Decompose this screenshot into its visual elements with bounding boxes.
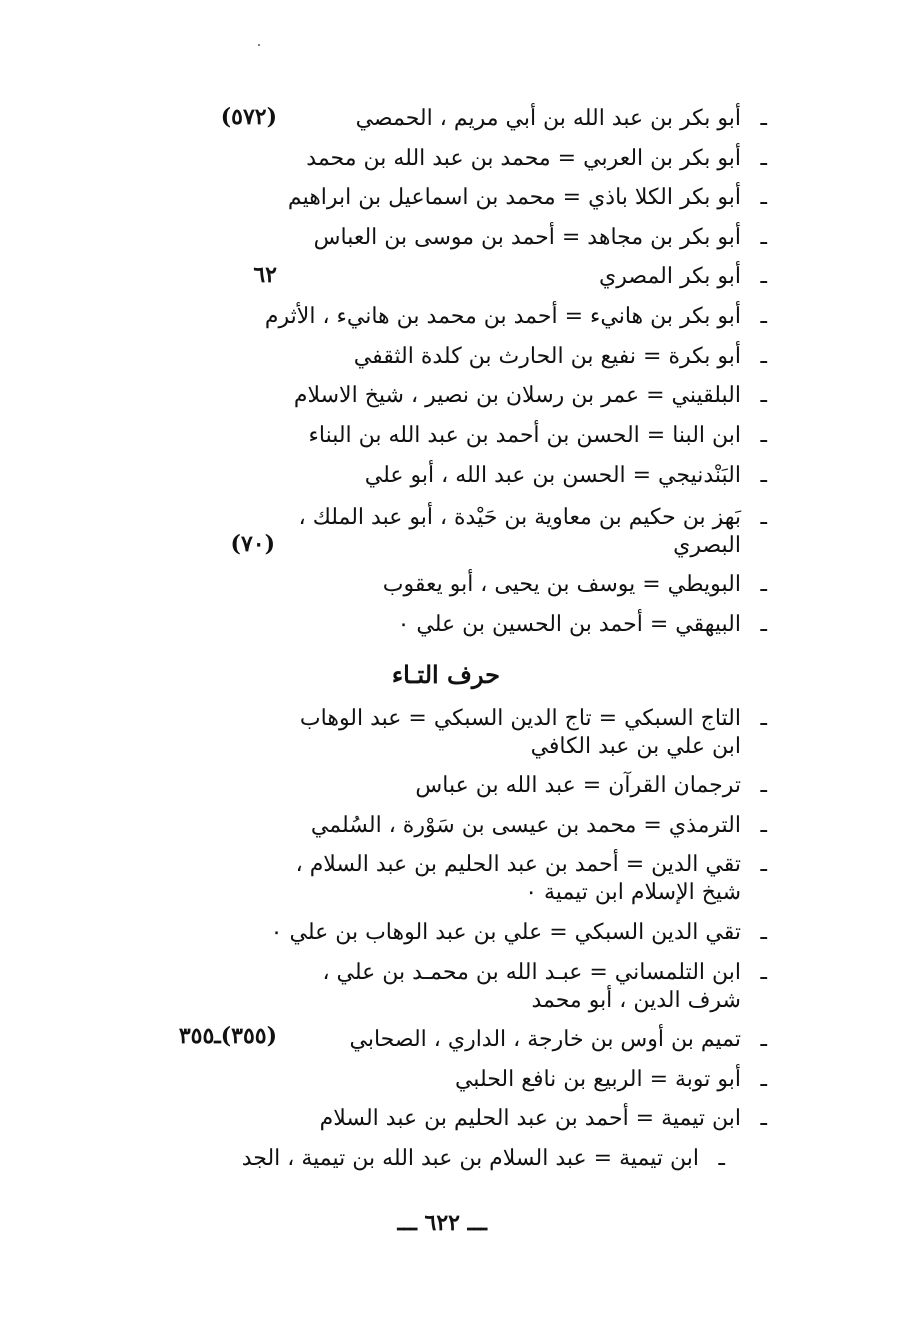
index-entry [311,811,767,841]
entry-text: أبو بكر بن عبد الله بن أبي مريم ، الحمصي [355,106,741,131]
index-entry [599,262,767,292]
index-entry [300,704,767,734]
entry-ref: (٥٧٢) [220,104,277,130]
index-entry [299,503,767,533]
entry-text: البَنْدنيجي = الحسن بن عبد الله ، أبو علي [364,463,741,488]
entry-dash: ـ [760,264,767,289]
entry-dash: ـ [760,1106,767,1131]
entry-text: ابن تيمية = عبد السلام بن عبد الله بن تيمية ، الجد [241,1146,699,1171]
entry-dash: ـ [760,1027,767,1052]
index-entry [314,223,767,253]
index-entry [320,1104,767,1134]
entry-dash: ـ [760,612,767,637]
index-entry [383,570,767,600]
entry-dash: ـ [760,304,767,329]
index-entry [296,850,767,880]
entry-text: ابن تيمية = أحمد بن عبد الحليم بن عبد السلام [319,1106,741,1131]
index-entry [415,771,767,801]
entry-text: أبو بكر بن العربي = محمد بن عبد الله بن محمد [306,146,741,171]
entry-dash: ـ [760,1067,767,1092]
entry-text: البويطي = يوسف بن يحيى ، أبو يعقوب [382,572,741,597]
entry-text: أبو بكرة = نفيع بن الحارث بن كلدة الثقفي [353,344,741,369]
entry-dash: ـ [760,423,767,448]
index-entry [306,144,767,174]
entry-ref: ٦٢ [253,262,277,288]
page-number: ـــ ٦٢٢ ـــ [397,1210,487,1236]
entry-dash: ـ [760,106,767,131]
entry-dash: ـ [760,813,767,838]
index-entry [350,1025,768,1055]
entry-text: ابن التلمساني = عبـد الله بن محمـد بن علي ، [322,960,741,985]
entry-ref: (٣٥٥)ـ٣٥٥ [178,1023,277,1049]
entry-text: التاج السبكي = تاج الدين السبكي = عبد الوهاب [299,706,741,731]
entry-text: أبو بكر بن مجاهد = أحمد بن موسى بن العباس [313,225,741,250]
section-heading: حرف التـاء [391,660,500,689]
index-entry [271,918,767,948]
entry-dash: ـ [760,773,767,798]
entry-dash: ـ [760,344,767,369]
entry-text: الترمذي = محمد بن عيسى بن سَوْرة ، السُلمي [310,813,741,838]
entry-dash: ـ [760,505,767,530]
entry-text: ترجمان القرآن = عبد الله بن عباس [415,773,741,798]
entry-ref: (٧٠) [230,531,275,557]
entry-text: تقي الدين = أحمد بن عبد الحليم بن عبد السلام ، [295,852,741,877]
entry-dash: ـ [760,185,767,210]
entry-text: أبو بكر بن هانيء = أحمد بن محمد بن هانيء ، الأثرم [264,304,741,329]
index-entry [356,104,767,134]
entry-dash: ـ [760,852,767,877]
scan-speck [258,44,260,46]
entry-dash: ـ [760,225,767,250]
entry-text: البلقيني = عمر بن رسلان بن نصير ، شيخ الاسلام [293,383,741,408]
entry-text: أبو بكر الكلا باذي = محمد بن اسماعيل بن ابراهيم [287,185,741,210]
entry-dash: ـ [760,960,767,985]
entry-continuation: البصري [673,533,741,558]
index-entry [322,958,767,988]
entry-dash: ـ [760,920,767,945]
index-entry [455,1065,767,1095]
entry-continuation: شرف الدين ، أبو محمد [531,988,741,1013]
index-entry [354,342,767,372]
index-entry [294,381,767,411]
entry-dash: ـ [760,572,767,597]
entry-text: بَهز بن حكيم بن معاوية بن حَيْدة ، أبو عبد الملك ، [298,505,741,530]
entry-dash: ـ [760,383,767,408]
entry-text: تميم بن أوس بن خارجة ، الداري ، الصحابي [349,1027,741,1052]
entry-continuation: ابن علي بن عبد الكافي [530,734,741,759]
entry-dash: ـ [760,146,767,171]
entry-continuation: شيخ الإسلام ابن تيمية ٠ [525,880,741,905]
index-entry [309,421,767,451]
index-entry [288,183,767,213]
entry-text: تقي الدين السبكي = علي بن عبد الوهاب بن علي ٠ [270,920,741,945]
entry-dash: ـ [760,706,767,731]
entry-dash: ـ [718,1146,725,1171]
entry-text: البيهقي = أحمد بن الحسين بن علي ٠ [397,612,741,637]
index-entry [398,610,767,640]
entry-text: أبو توبة = الربيع بن نافع الحلبي [454,1067,741,1092]
entry-text: أبو بكر المصري [599,264,741,289]
index-entry [242,1144,725,1174]
entry-text: ابن البنا = الحسن بن أحمد بن عبد الله بن البناء [308,423,741,448]
index-entry [365,461,767,491]
entry-dash: ـ [760,463,767,488]
index-entry [265,302,767,332]
